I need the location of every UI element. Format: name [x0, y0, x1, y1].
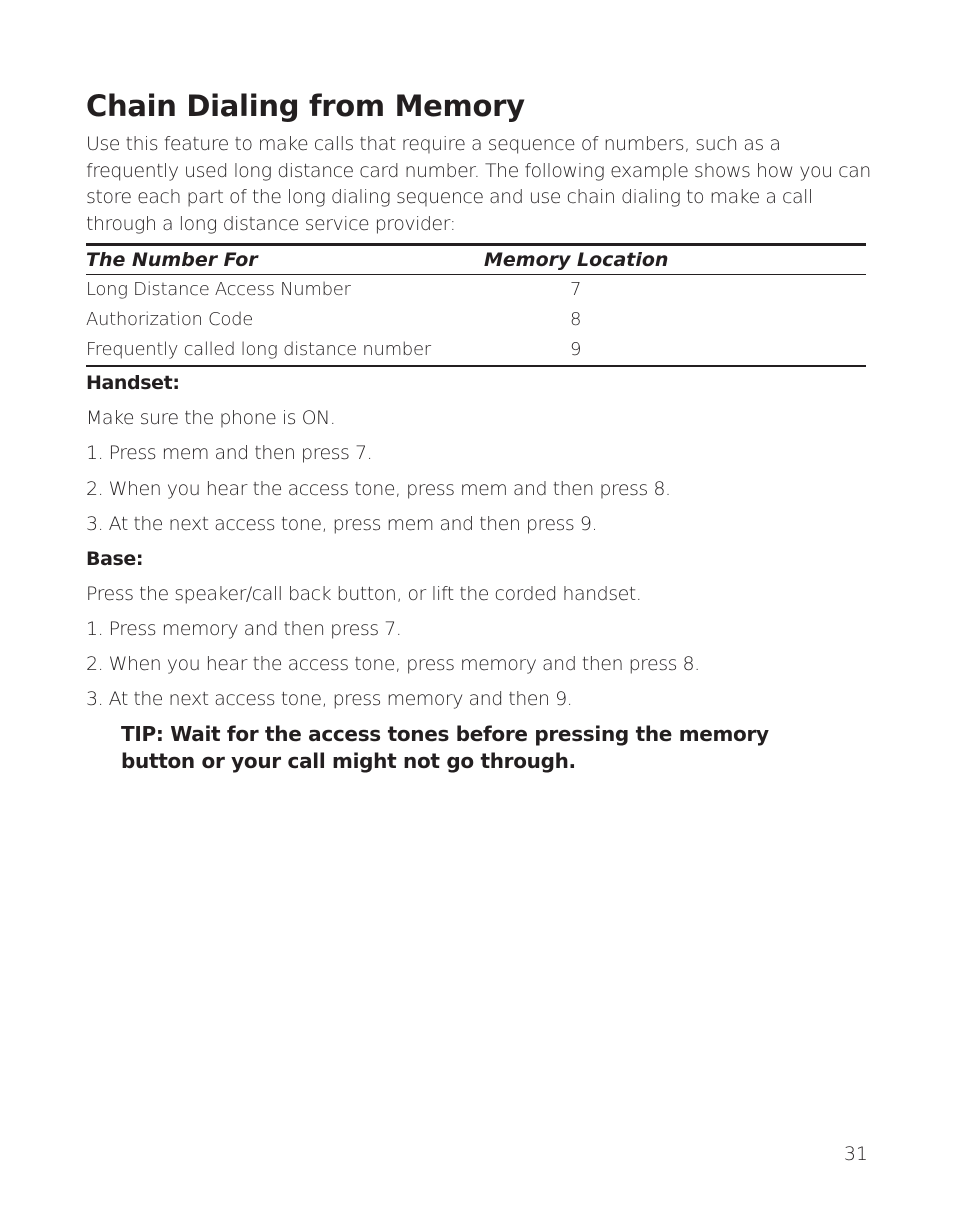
- handset-step-1: 1. Press mem and then press 7.: [86, 442, 373, 464]
- table-header: [86, 246, 866, 275]
- base-intro: Press the speaker/call back button, or lift the corded handset.: [86, 583, 642, 605]
- row-number-for: Long Distance Access Number: [86, 279, 351, 300]
- page-title: Chain Dialing from Memory: [86, 89, 525, 123]
- intro-paragraph: Use this feature to make calls that require a sequence of numbers, such as a frequently used long distance card number. The following example shows how you can store each part of the long dialing sequence and use chain dialing to make a call through a long distance service provider:: [86, 133, 871, 235]
- row-number-for: Frequently called long distance number: [86, 339, 431, 360]
- row-number-for: Authorization Code: [86, 309, 253, 330]
- row-memory-location: 7: [570, 279, 582, 300]
- page-number: 31: [843, 1143, 868, 1165]
- base-label: Base:: [86, 548, 144, 570]
- row-memory-location: 8: [570, 309, 582, 330]
- handset-label: Handset:: [86, 372, 180, 394]
- header-number-for: The Number For: [86, 249, 258, 271]
- table-row: [86, 305, 866, 335]
- base-step-1: 1. Press memory and then press 7.: [86, 618, 402, 640]
- handset-step-2: 2. When you hear the access tone, press mem and then press 8.: [86, 478, 671, 500]
- header-memory-location: Memory Location: [484, 249, 669, 271]
- row-memory-location: 9: [570, 339, 582, 360]
- handset-intro: Make sure the phone is ON.: [86, 407, 336, 429]
- tip-note: TIP: Wait for the access tones before pressing the memory button or your call might not go through.: [121, 722, 769, 773]
- base-step-2: 2. When you hear the access tone, press memory and then press 8.: [86, 653, 700, 675]
- memory-location-table: [86, 243, 866, 367]
- base-step-3: 3. At the next access tone, press memory and then 9.: [86, 688, 573, 710]
- table-row: [86, 335, 866, 365]
- table-row: [86, 275, 866, 305]
- handset-step-3: 3. At the next access tone, press mem and then press 9.: [86, 513, 598, 535]
